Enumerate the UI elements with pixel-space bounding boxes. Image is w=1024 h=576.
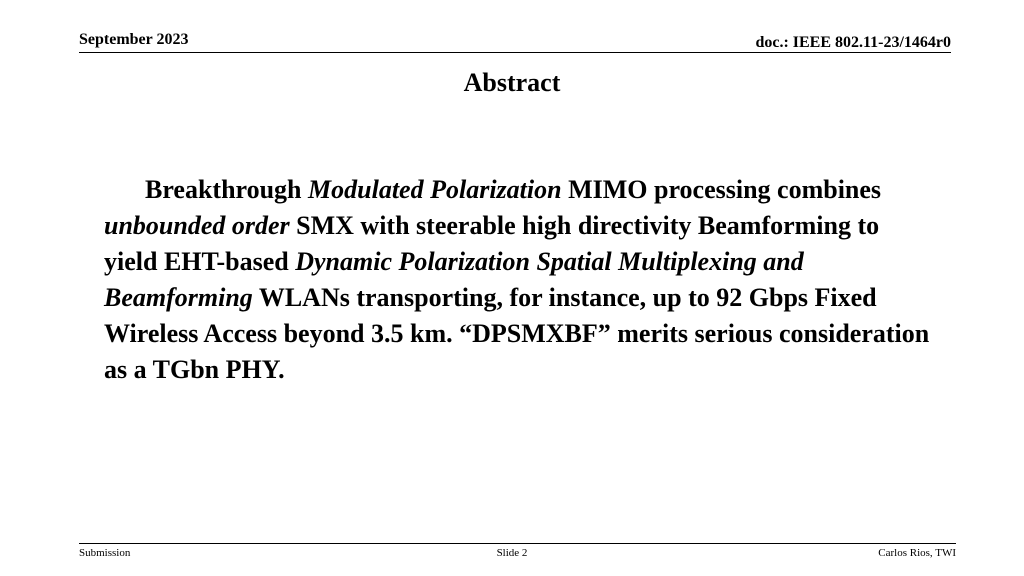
abstract-emphasis-2: unbounded order <box>104 211 290 240</box>
abstract-paragraph <box>104 172 934 388</box>
footer-author: Carlos Rios, TWI <box>878 547 956 559</box>
abstract-emphasis-3: Dynamic Polarization Spatial Multiplexing and Beamforming <box>104 247 804 312</box>
header-doc-id: doc.: IEEE 802.11-23/1464r0 <box>755 34 951 51</box>
footer-divider <box>79 543 956 544</box>
abstract-text-1: Breakthrough <box>145 175 309 204</box>
slide-title: Abstract <box>463 68 561 97</box>
footer-slide-number: Slide 2 <box>496 547 528 559</box>
header-date: September 2023 <box>79 31 189 48</box>
abstract-text-2: MIMO processing combines <box>561 175 882 204</box>
abstract-emphasis-1: Modulated Polarization <box>308 175 562 204</box>
abstract-text-4: WLANs transporting, for instance, up to 92 Gbps Fixed Wireless Access beyond 3.5 km. “DPSMXBF” merits serious consideration as a TGbn PHY. <box>104 283 930 384</box>
footer-submission: Submission <box>79 547 131 559</box>
abstract-text-3: SMX with steerable high directivity Beamforming to yield EHT-based <box>104 211 880 276</box>
header-divider <box>79 52 951 53</box>
